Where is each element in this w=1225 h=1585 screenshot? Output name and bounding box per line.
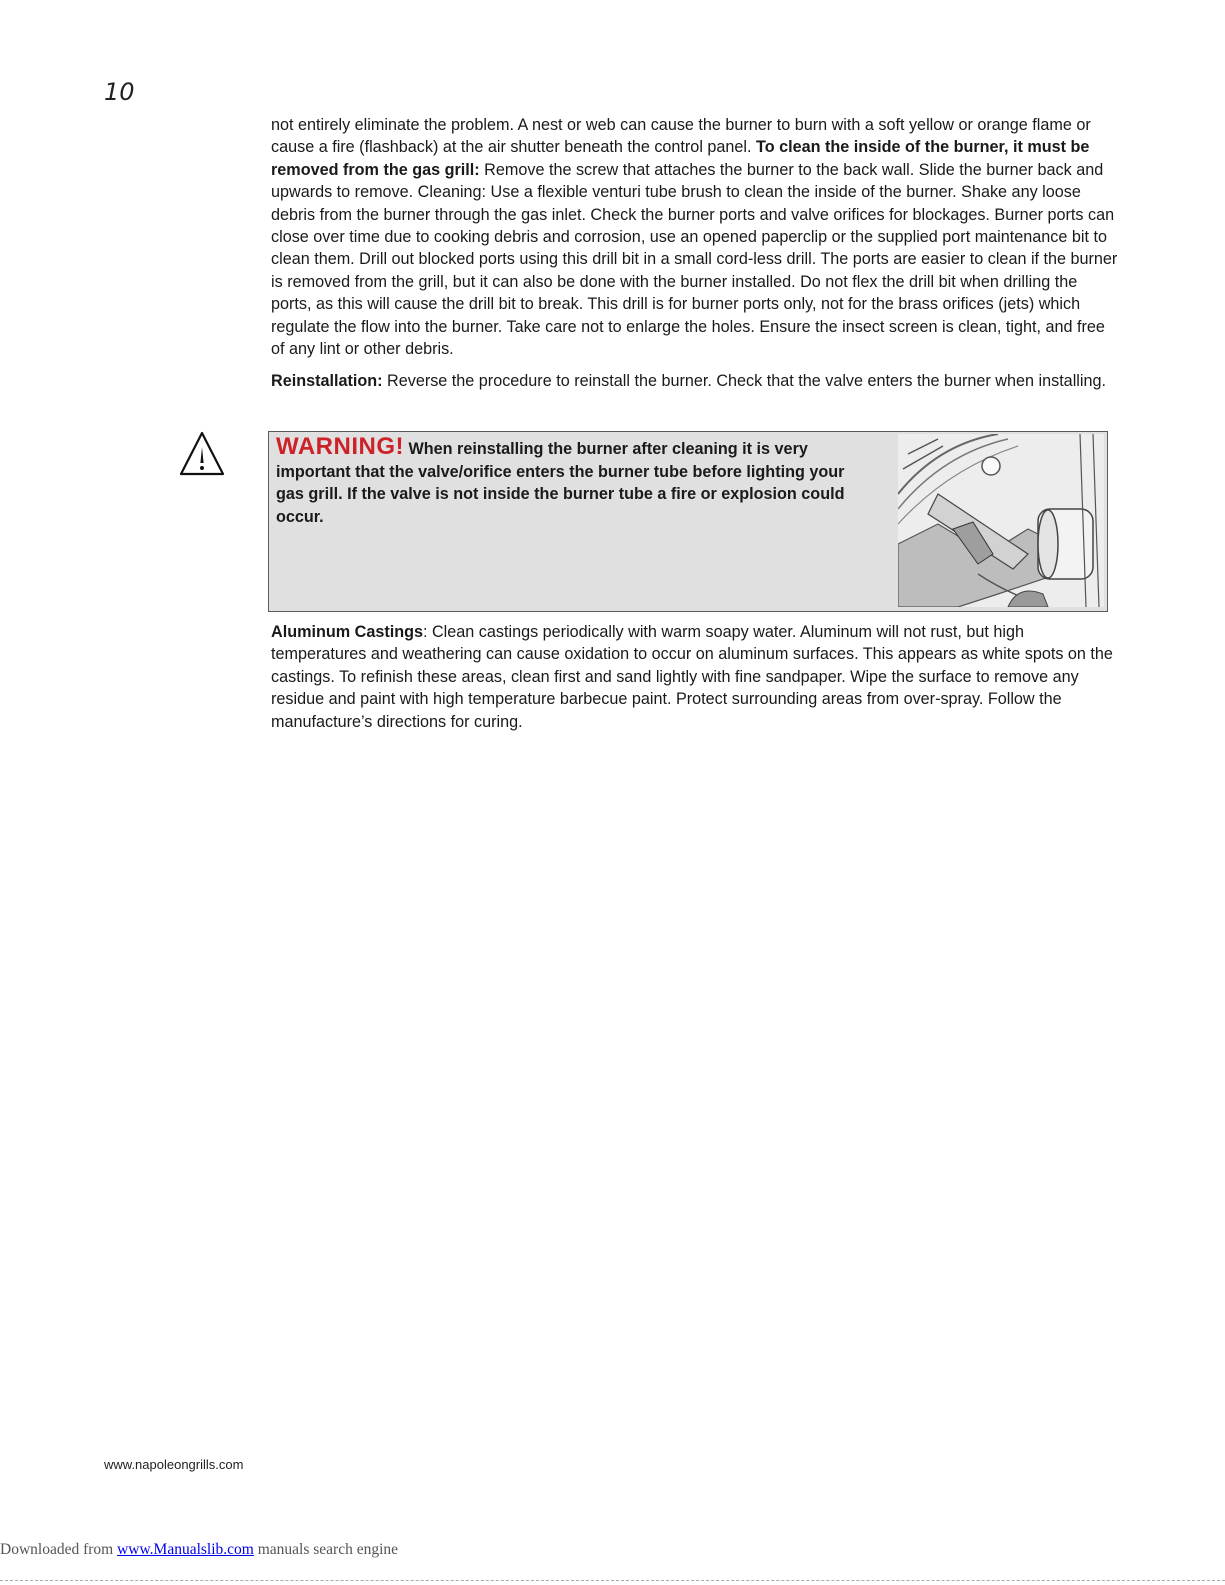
- footer-prefix: Downloaded from: [0, 1541, 118, 1558]
- warning-text: [276, 433, 876, 528]
- reinstallation-paragraph: [271, 370, 1121, 392]
- website-url: www.napoleongrills.com: [104, 1457, 244, 1472]
- footer-suffix: manuals search engine: [253, 1541, 399, 1558]
- warning-box: [268, 431, 1108, 612]
- warning-message: When reinstalling the burner after cleaning it is very important that the valve/orifice enters the burner tube before lighting your gas grill. If the valve is not inside the burner tube a fire or explosion could occur.: [276, 440, 845, 526]
- paragraph-text: Reverse the procedure to reinstall the burner. Check that the valve enters the burner when installing.: [382, 372, 1106, 391]
- download-footer: [0, 1541, 398, 1559]
- page-number: 10: [104, 78, 135, 106]
- paragraph-text: not entirely eliminate the problem. A nest or web can cause the burner to burn with a soft yellow or orange flame or cause a fire (flashback) at the air shutter beneath the control panel.: [271, 116, 1091, 157]
- burner-cleaning-paragraph: [271, 114, 1121, 360]
- castings-heading: Aluminum Castings: [271, 623, 423, 641]
- warning-label: WARNING!: [276, 433, 404, 460]
- paragraph-text: : Clean castings periodically with warm soapy water. Aluminum will not rust, but high temperatures and weathering can cause oxidation to occur on aluminum surfaces. This appears as white spots on the castings. To refinish these areas, clean first and sand lightly with fine sandpaper. Wipe the surface to remove any residue and paint with high temperature barbecue paint. Protect surrounding areas from over-spray. Follow the manufacture’s directions for curing.: [271, 623, 1113, 731]
- bold-instruction: To clean the inside of the burner, it must be removed from the gas grill:: [271, 138, 1090, 179]
- burner-valve-drawing: [898, 434, 1104, 607]
- body-text: [271, 114, 1121, 393]
- manualslib-link[interactable]: www.Manualslib.com: [117, 1541, 254, 1558]
- burner-valve-illustration: [898, 434, 1104, 607]
- aluminum-castings-paragraph: [271, 621, 1121, 733]
- footer-divider: [0, 1580, 1225, 1581]
- paragraph-text: Remove the screw that attaches the burner to the back wall. Slide the burner back and upwards to remove. Cleaning: Use a flexible venturi tube brush to clean the inside of the burner. Shake any loose debris from the burner through the gas inlet. Check the burner ports and valve orifices for blockages. Burner ports can close over time due to cooking debris and corrosion, use an opened paperclip or the supplied port maintenance bit to clean them. Drill out blocked ports using this drill bit in a small cord-less drill. The ports are easier to clean if the burner is removed from the grill, but it can also be done with the burner installed. Do not flex the drill bit when drilling the ports, as this will cause the drill bit to break. This drill is for burner ports only, not for the brass orifices (jets) which regulate the flow into the burner. Take care not to enlarge the holes. Ensure the insect screen is clean, tight, and free of any lint or other debris.: [271, 160, 1118, 359]
- warning-triangle-icon: [179, 430, 225, 476]
- reinstallation-heading: Reinstallation:: [271, 372, 383, 391]
